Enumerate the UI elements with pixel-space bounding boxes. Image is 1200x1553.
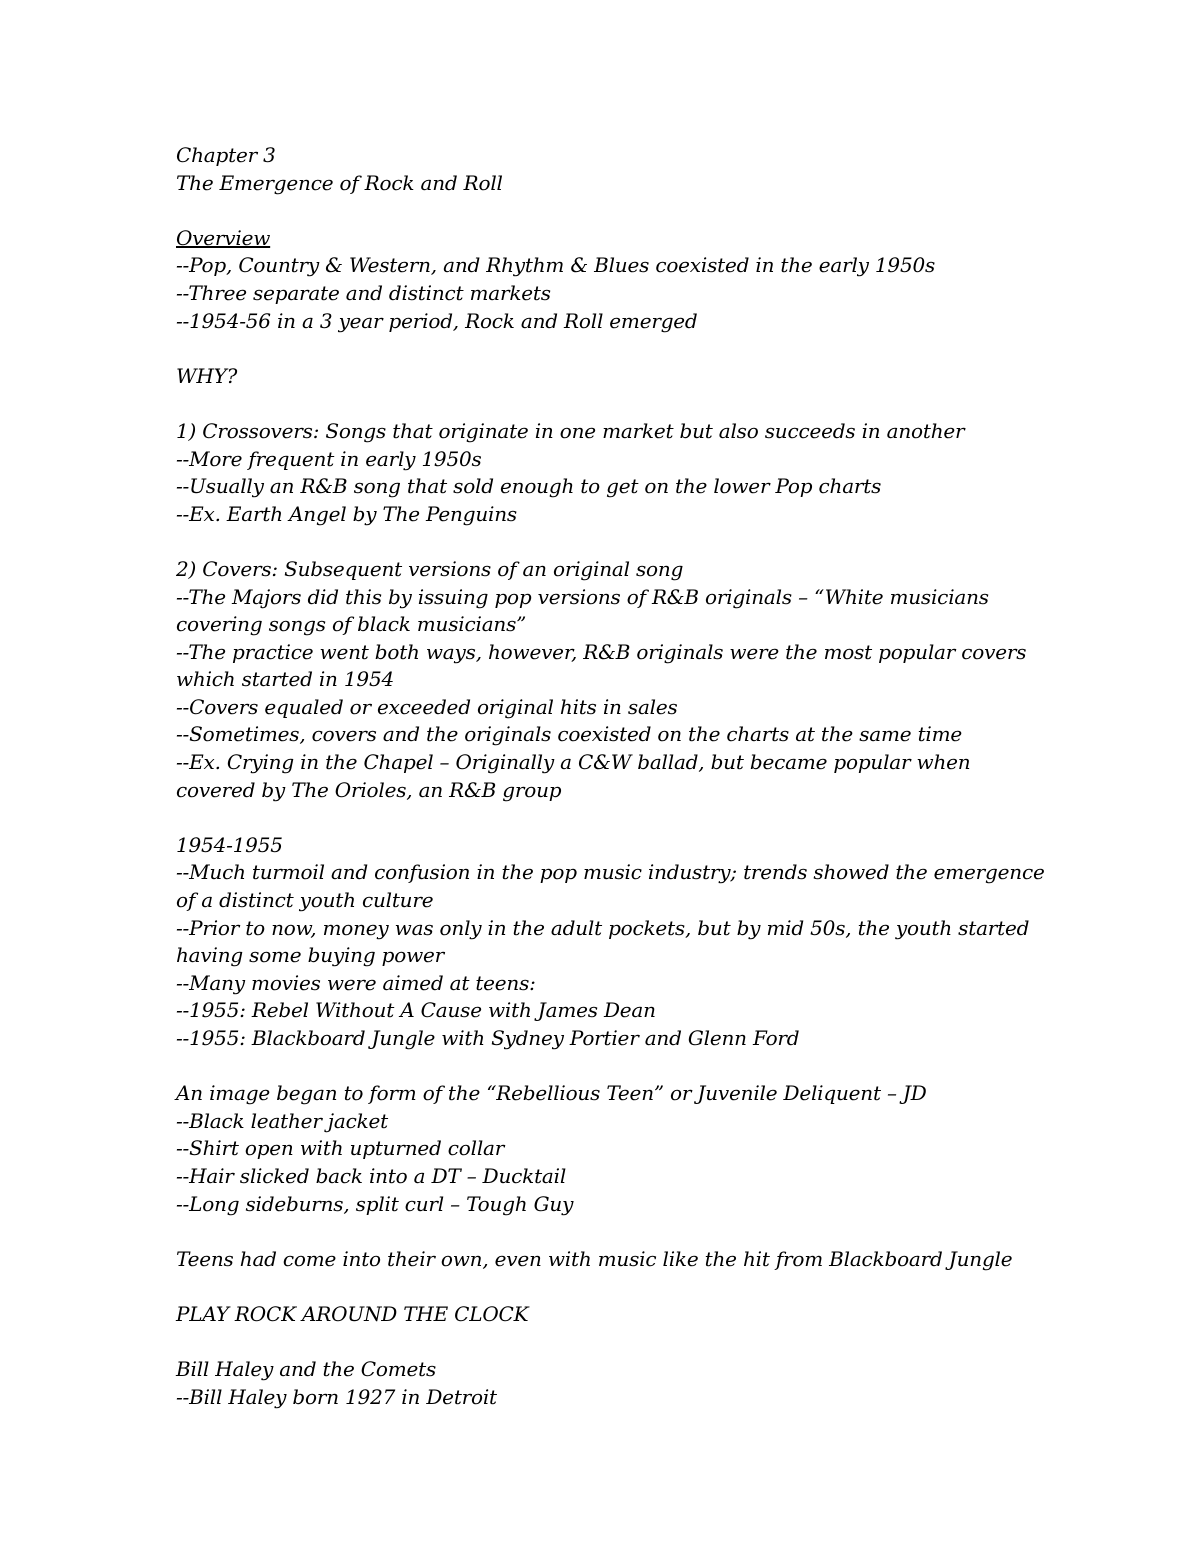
era-item: --1955: Blackboard Jungle with Sydney Portier and Glenn Ford — [176, 1026, 800, 1050]
era-item: --Prior to now, money was only in the adult pockets, but by mid 50s, the youth started — [176, 915, 1030, 940]
spacer — [176, 390, 1036, 418]
era-item: --Much turmoil and confusion in the pop music industry; trends showed the emergence — [176, 860, 1045, 885]
play-instruction: PLAY ROCK AROUND THE CLOCK — [176, 1301, 529, 1326]
crossovers-item: --More frequent in early 1950s — [176, 446, 482, 471]
chapter-label: Chapter 3 — [176, 143, 276, 167]
covers-item: --Covers equaled or exceeded original hits in sales — [176, 694, 678, 719]
image-item: --Long sideburns, split curl – Tough Guy — [176, 1191, 574, 1216]
why-heading: WHY? — [176, 363, 238, 388]
covers-heading: 2) Covers: Subsequent versions of an original song — [176, 556, 684, 581]
haley-heading: Bill Haley and the Comets — [176, 1357, 437, 1382]
image-heading: An image began to form of the “Rebellious Teen” or Juvenile Deliquent – JD — [176, 1081, 927, 1106]
era-item: --Many movies were aimed at teens: — [176, 970, 536, 995]
covers-item: which started in 1954 — [176, 667, 394, 692]
era-item: having some buying power — [176, 943, 444, 968]
spacer — [176, 1053, 1036, 1081]
spacer — [176, 335, 1036, 363]
crossovers-item: --Usually an R&B song that sold enough to get on the lower Pop charts — [176, 474, 882, 499]
overview-heading: Overview — [176, 225, 271, 250]
covers-item: --The Majors did this by issuing pop versions of R&B originals – “White musicians — [176, 584, 989, 609]
spacer — [176, 197, 1036, 225]
covers-item: covered by The Orioles, an R&B group — [176, 777, 562, 802]
haley-item: --Bill Haley born 1927 in Detroit — [176, 1384, 497, 1409]
teens-paragraph: Teens had come into their own, even with music like the hit from Blackboard Jungle — [176, 1246, 1013, 1271]
era-item: of a distinct youth culture — [176, 888, 434, 913]
chapter-title: The Emergence of Rock and Roll — [176, 170, 503, 195]
era-heading: 1954-1955 — [176, 832, 283, 857]
spacer — [176, 528, 1036, 556]
covers-item: --Ex. Crying in the Chapel – Originally a C&W ballad, but became popular when — [176, 750, 971, 775]
overview-item: --1954-56 in a 3 year period, Rock and Roll emerged — [176, 308, 698, 333]
image-item: --Shirt open with upturned collar — [176, 1136, 505, 1161]
crossovers-item: --Ex. Earth Angel by The Penguins — [176, 501, 517, 526]
overview-item: --Pop, Country & Western, and Rhythm & Blues coexisted in the early 1950s — [176, 253, 936, 278]
image-item: --Hair slicked back into a DT – Ducktail — [176, 1163, 567, 1188]
document-body — [176, 142, 1045, 1411]
image-item: --Black leather jacket — [176, 1108, 388, 1133]
overview-item: --Three separate and distinct markets — [176, 280, 551, 305]
spacer — [176, 804, 1036, 832]
covers-item: --The practice went both ways, however, R&B originals were the most popular covers — [176, 639, 1027, 664]
era-item: --1955: Rebel Without A Cause with James Dean — [176, 998, 656, 1023]
covers-item: covering songs of black musicians” — [176, 612, 527, 637]
spacer — [176, 1329, 1036, 1357]
spacer — [176, 1218, 1036, 1246]
crossovers-heading: 1) Crossovers: Songs that originate in one market but also succeeds in another — [176, 418, 965, 443]
spacer — [176, 1273, 1036, 1301]
covers-item: --Sometimes, covers and the originals coexisted on the charts at the same time — [176, 722, 963, 747]
